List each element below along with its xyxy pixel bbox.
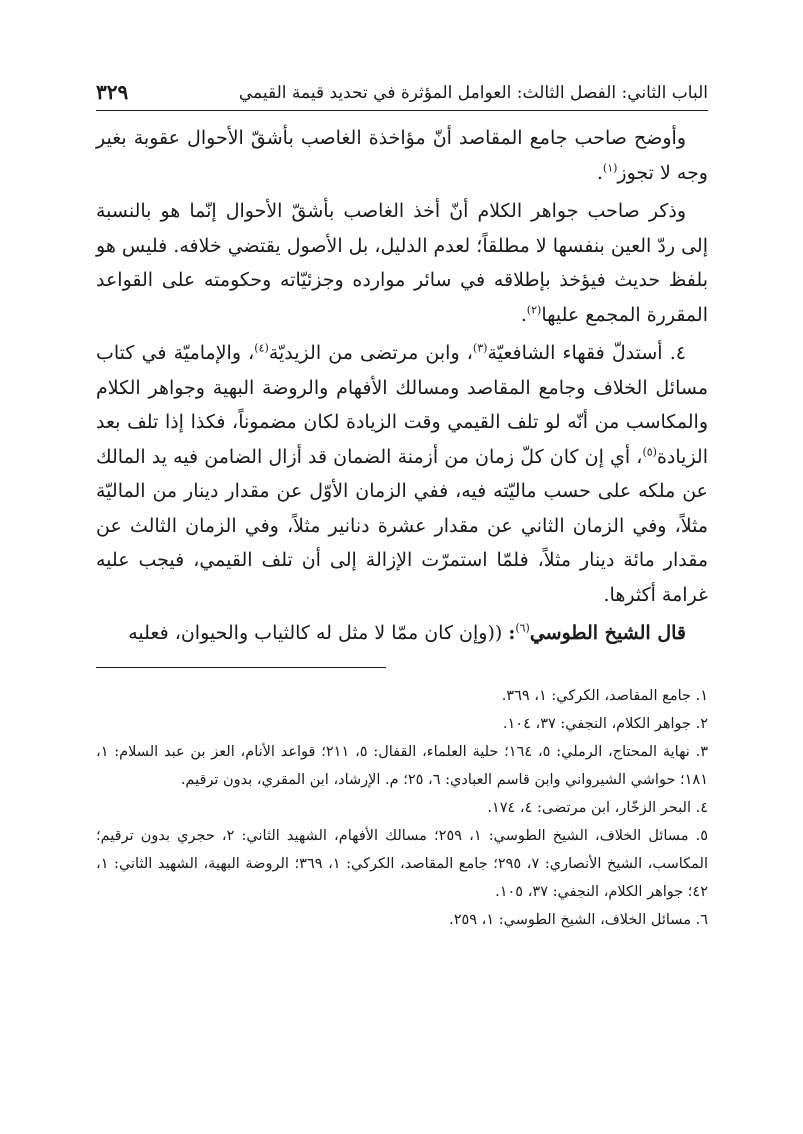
footnote-ref-1[interactable]: (١) (602, 161, 618, 175)
main-text (96, 121, 708, 651)
footnote-1: ١. جامع المقاصد، الكركي: ١، ٣٦٩. (501, 687, 708, 704)
paragraph-text: ، وابن مرتضى من الزيديّة (268, 342, 473, 364)
paragraph-1 (96, 121, 708, 190)
paragraph-end: . (520, 303, 527, 326)
footnote-separator (96, 667, 386, 668)
footnote-3: ٣. نهاية المحتاج، الرملي: ٥، ١٦٤؛ حلية العلماء، القفال: ٥، ٢١١؛ قواعد الأنام، العز بن عبد السلام: ١، ١٨١؛ حواشي الشيرواني وابن قاسم العبادي: ٦، ٢٥؛ م. الإرشاد، ابن المقري، بدون ترقيم. (96, 743, 709, 788)
chapter-title: الباب الثاني: الفصل الثالث: العوامل المؤثرة في تحديد قيمة القيمي (238, 83, 708, 104)
footnotes (96, 682, 708, 934)
paragraph-text: ٤. أستدلّ فقهاء الشافعيّة (487, 342, 686, 364)
running-header (96, 78, 708, 111)
paragraph-text: وذكر صاحب جواهر الكلام أنّ أخذ الغاصب بأشقّ الأحوال إنّما هو بالنسبة إلى ردّ العين بنفسها لا مطلقاً؛ لعدم الدليل، بل الأصول يقتضي خلافه. فليس هو بلفظ حديث فيؤخذ بإطلاقه في سائر موارده وجزئيّاته وحكومته على القواعد المقررة المجمع عليها (96, 200, 708, 326)
footnote-ref-4[interactable]: (٤) (254, 341, 269, 355)
footnote-4: ٤. البحر الزخّار، ابن مرتضى: ٤، ١٧٤. (487, 799, 708, 816)
speaker-name: قال الشيخ الطوسي (529, 622, 686, 644)
footnote-5: ٥. مسائل الخلاف، الشيخ الطوسي: ١، ٢٥٩؛ مسالك الأفهام، الشهيد الثاني: ٢، حجري بدون ترقيم؛ المكاسب، الشيخ الأنصاري: ٧، ٢٩٥؛ جامع المقاصد، الكركي: ١، ٣٦٩؛ الروضة البهية، الشهيد الثاني: ١، ٤٢؛ جواهر الكلام، النجفي: ٣٧، ١٠٥. (96, 827, 708, 900)
footnote-6: ٦. مسائل الخلاف، الشيخ الطوسي: ١، ٢٥٩. (449, 911, 708, 928)
footnote-ref-6[interactable]: (٦) (515, 621, 530, 635)
footnote-ref-3[interactable]: (٣) (472, 341, 488, 355)
paragraph-4 (96, 616, 708, 651)
footnote-ref-5[interactable]: (٥) (642, 445, 657, 459)
paragraph-text: ((وإن كان ممّا لا مثل له كالثياب والحيوان، فعليه (128, 622, 509, 644)
paragraph-text: وأوضح صاحب جامع المقاصد أنّ مؤاخذة الغاصب بأشقّ الأحوال عقوبة بغير وجه لا تجوز (96, 127, 708, 184)
paragraph-end: . (596, 161, 603, 184)
colon: : (508, 622, 516, 644)
paragraph-text: ، والإماميّة في كتاب مسائل الخلاف وجامع المقاصد ومسالك الأفهام والروضة البهية وجواهر الكلام والمكاسب من أنّه لو تلف القيمي وقت الزيادة لكان مضموناً، فكذا إذا تلف بعد الزيادة (96, 342, 708, 468)
footnote-ref-2[interactable]: (٢) (526, 303, 542, 317)
footnote-separator-wrap (96, 655, 708, 682)
paragraph-text: ، أي إن كان كلّ زمان من أزمنة الضمان قد أزال الضامن فيه يد المالك عن ملكه على حسب ماليّته فيه، ففي الزمان الأوّل عن مقدار دينار من الماليّة مثلاً، وفي الزمان الثاني عن مقدار عشرة دنانير مثلاً، وفي الزمان الثالث عن مقدار مائة دينار مثلاً، فلمّا استمرّت الإزالة إلى أن تلف القيمي، فيجب عليه غرامة أكثرها. (96, 445, 708, 606)
page-number: ٣٢٩ (96, 80, 129, 104)
book-page (96, 78, 708, 934)
paragraph-3 (96, 336, 708, 612)
footnote-2: ٢. جواهر الكلام، النجفي: ٣٧، ١٠٤. (502, 715, 708, 732)
paragraph-2 (96, 194, 708, 332)
